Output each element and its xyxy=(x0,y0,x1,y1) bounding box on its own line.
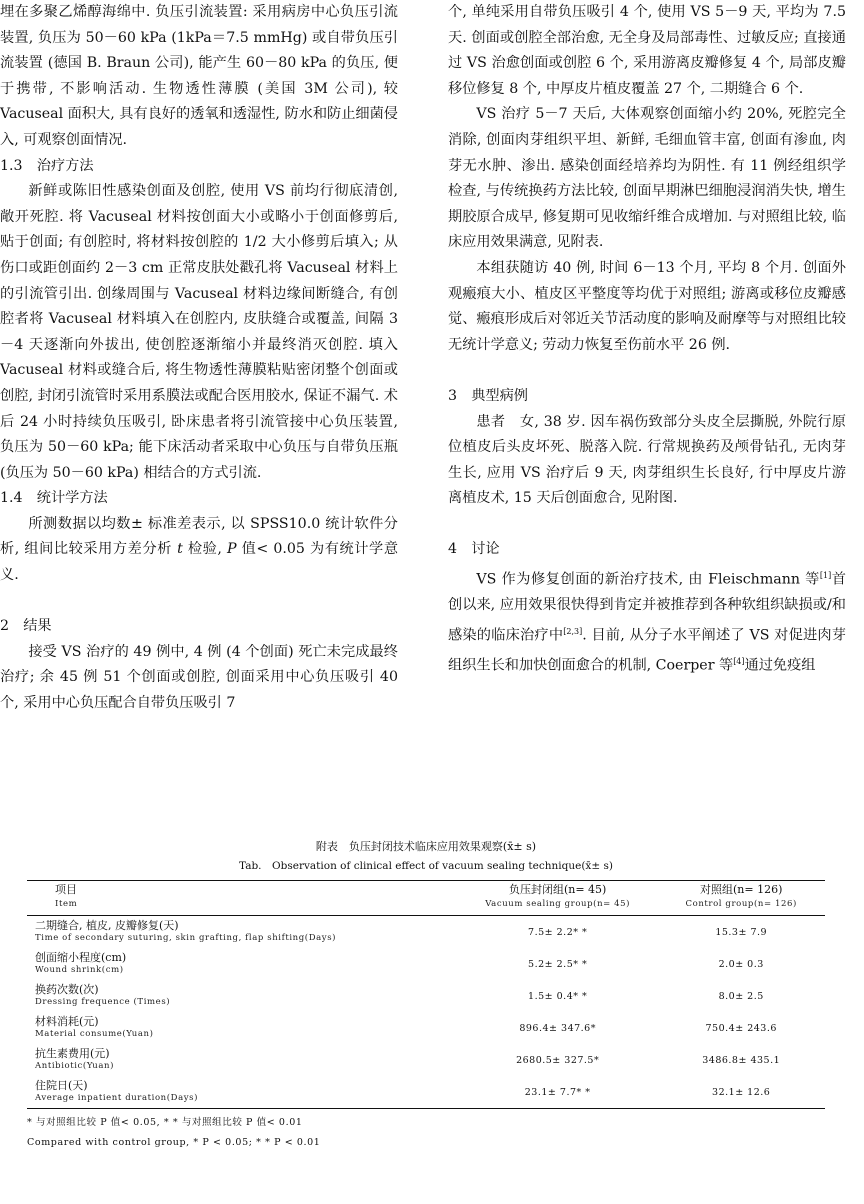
section-heading-2: 2 结果 xyxy=(0,618,52,635)
table-caption-cn: 附表 负压封闭技术临床应用效果观察(x̄± s) xyxy=(315,840,537,853)
results-table xyxy=(27,880,825,1109)
row-label-en: Average inpatient duration(Days) xyxy=(35,1093,199,1103)
text-span: 值< 0.05 为有统计学意义. xyxy=(0,541,399,584)
row-label-en: Dressing frequence (Times) xyxy=(35,997,171,1007)
citation-ref: [2,3] xyxy=(563,626,583,636)
citation-ref: [4] xyxy=(733,657,745,667)
table-row xyxy=(27,980,825,1012)
vs-value: 23.1± 7.7* * xyxy=(458,1076,658,1109)
left-column xyxy=(0,0,398,717)
row-label-en: Antibiotic(Yuan) xyxy=(35,1061,115,1071)
control-value: 15.3± 7.9 xyxy=(715,926,768,938)
text-span: VS 作为修复创面的新治疗技术, 由 Fleischmann 等 xyxy=(476,571,820,588)
row-label xyxy=(27,980,458,1012)
paragraph-results-observation: VS 治疗 5－7 天后, 大体观察创面缩小约 20%, 死腔完全消除, 创面肉芽组织平坦、新鲜, 毛细血管丰富, 创面有渗血, 肉芽无水肿、渗出. 感染创面经培养均为阴性. 有 11 例经组织学检查, 与传统换药方法比较, 创面早期淋巴细胞浸润消失快, 增生期胶原合成早, 修复期可见收缩纤维合成增加. 与对照组比较, 临床应用效果满意, 见附表. xyxy=(448,106,846,251)
table-note-cn: * 与对照组比较 P 值< 0.05, * * 与对照组比较 P 值< 0.01 xyxy=(27,1117,303,1128)
row-label-en: Time of secondary suturing, skin grafting, flap shifting(Days) xyxy=(35,933,337,943)
table-row xyxy=(27,1076,825,1109)
paragraph-discussion xyxy=(448,563,846,680)
results-table-block xyxy=(27,838,825,1153)
paragraph-results-cont: 个, 单纯采用自带负压吸引 4 个, 使用 VS 5－9 天, 平均为 7.5 天. 创面或创腔全部治愈, 无全身及局部毒性、过敏反应; 直接通过 VS 治愈创面或创腔 6 个, 采用游离皮瓣修复 4 个, 局部皮瓣移位修复 8 个, 中厚皮片植皮覆盖 27 个, 二期缝合 6 个. xyxy=(448,4,846,97)
row-label xyxy=(27,916,458,949)
text-span: 所测数据以均数± 标准差表示, 以 SPSS10.0 统计软件分析, 组间比较采用方差分析 xyxy=(0,515,398,558)
header-item xyxy=(27,881,458,916)
row-label xyxy=(27,1012,458,1044)
citation-ref: [1] xyxy=(819,571,832,581)
vs-value: 896.4± 347.6* xyxy=(519,1022,596,1034)
header-control-group xyxy=(657,881,825,916)
row-label xyxy=(27,1044,458,1076)
table-caption-en: Tab. Observation of clinical effect of vacuum sealing technique(x̄± s) xyxy=(239,860,613,872)
row-label-cn: 抗生素费用(元) xyxy=(35,1047,110,1060)
paragraph-materials-cont: 埋在多聚乙烯醇海绵中. 负压引流装置: 采用病房中心负压引流装置, 负压为 50－60 kPa (1kPa＝7.5 mmHg) 或自带负压引流装置 (德国 B. Braun 公司), 能产生 60－80 kPa 的负压, 便于携带, 不影响活动. 生物透性薄膜 (美国 3M 公司), 较 Vacuseal 面积大, 具有良好的透氧和透湿性, 防水和防止细菌侵入, 可观察创面情况. xyxy=(0,4,398,148)
row-label-cn: 材料消耗(元) xyxy=(35,1015,99,1028)
section-heading-4: 4 讨论 xyxy=(448,541,500,558)
header-ctrl-en: Control group(n= 126) xyxy=(685,899,797,909)
paragraph-statistics xyxy=(0,512,398,589)
text-span: . 目前, 从分子水平阐述了 VS 对促进肉芽组织生长和加快创面愈合的机制, Coerper 等 xyxy=(448,627,846,675)
table-notes xyxy=(27,1113,825,1153)
vs-value: 1.5± 0.4* * xyxy=(528,990,588,1002)
text-span: 首创以来, 应用效果很快得到肯定并被推荐到各种软组织缺损或/和感染的临床治疗中 xyxy=(448,571,846,644)
vs-value: 5.2± 2.5* * xyxy=(528,958,588,970)
header-item-en: Item xyxy=(55,899,78,909)
header-vs-cn: 负压封闭组(n= 45) xyxy=(508,883,607,896)
vs-value: 7.5± 2.2* * xyxy=(528,926,588,938)
table-row xyxy=(27,1012,825,1044)
row-label-cn: 二期缝合, 植皮, 皮瓣修复(天) xyxy=(35,919,179,932)
row-label-cn: 换药次数(次) xyxy=(35,983,99,996)
header-item-cn: 项目 xyxy=(55,883,77,896)
text-span: 检验, xyxy=(182,541,227,558)
t-symbol: t xyxy=(177,541,183,558)
control-value: 750.4± 243.6 xyxy=(705,1022,777,1034)
header-vs-group xyxy=(458,881,658,916)
section-heading-1-4: 1.4 统计学方法 xyxy=(0,490,108,507)
control-value: 8.0± 2.5 xyxy=(718,990,764,1002)
right-column xyxy=(448,0,846,680)
row-label-en: Wound shrink(cm) xyxy=(35,965,124,975)
table-row xyxy=(27,1044,825,1076)
table-row xyxy=(27,916,825,949)
row-label-cn: 住院日(天) xyxy=(35,1079,88,1092)
control-value: 2.0± 0.3 xyxy=(718,958,764,970)
p-symbol: P xyxy=(226,541,237,558)
table-row xyxy=(27,948,825,980)
header-ctrl-cn: 对照组(n= 126) xyxy=(700,883,783,896)
header-vs-en: Vacuum sealing group(n= 45) xyxy=(485,899,631,909)
paragraph-typical-case: 患者 女, 38 岁. 因车祸伤致部分头皮全层撕脱, 外院行原位植皮后头皮坏死、脱落入院. 行常规换药及颅骨钻孔, 无肉芽生长, 应用 VS 治疗后 9 天, 肉芽组织生长良好, 行中厚皮片游离植皮术, 15 天后创面愈合, 见附图. xyxy=(448,413,846,507)
row-label xyxy=(27,1076,458,1109)
section-heading-1-3: 1.3 治疗方法 xyxy=(0,157,94,174)
text-span: 通过免疫组 xyxy=(744,658,816,675)
control-value: 32.1± 12.6 xyxy=(657,1076,825,1109)
row-label-cn: 创面缩小程度(cm) xyxy=(35,951,127,964)
paragraph-treatment-method: 新鲜或陈旧性感染创面及创腔, 使用 VS 前均行彻底清创, 敞开死腔. 将 Vacuseal 材料按创面大小或略小于创面修剪后, 贴于创面; 有创腔时, 将材料按创腔的 1/2 大小修剪后填入; 从伤口或距创面约 2－3 cm 正常皮肤处戳孔将 Vacuseal 材料上的引流管引出. 创缘周围与 Vacuseal 材料边缘间断缝合, 有创腔者将 Vacuseal 材料填入在创腔内, 皮肤缝合或覆盖, 间隔 3－4 天逐渐向外拔出, 使创腔逐渐缩小并最终消灭创腔. 填入 Vacuseal 材料或缝合后, 将生物透性薄膜粘贴密闭整个创面或创腔, 封闭引流管时采用系膜法或配合医用胶水, 保证不漏气. 术后 24 小时持续负压吸引, 卧床患者将引流管接中心负压装置, 负压为 50－60 kPa; 能下床活动者采取中心负压与自带负压瓶 (负压为 50－60 kPa) 相结合的方式引流. xyxy=(0,183,398,481)
row-label-en: Material consume(Yuan) xyxy=(35,1029,154,1039)
paragraph-results-followup: 本组获随访 40 例, 时间 6－13 个月, 平均 8 个月. 创面外观瘢痕大小、植皮区平整度等均优于对照组; 游离或移位皮瓣感觉、瘢痕形成后对邻近关节活动度的影响及耐摩等与对照组比较无统计学意义; 劳动力恢复至伤前水平 26 例. xyxy=(448,259,846,353)
control-value: 3486.8± 435.1 xyxy=(702,1054,781,1066)
paragraph-results: 接受 VS 治疗的 49 例中, 4 例 (4 个创面) 死亡未完成最终治疗; 余 45 例 51 个创面或创腔, 创面采用中心负压吸引 40 个, 采用中心负压配合自带负压吸引 7 xyxy=(0,643,398,712)
table-note-en: Compared with control group, * P < 0.05; * * P < 0.01 xyxy=(27,1137,321,1148)
row-label xyxy=(27,948,458,980)
section-heading-3: 3 典型病例 xyxy=(448,387,528,404)
vs-value: 2680.5± 327.5* xyxy=(516,1054,600,1066)
